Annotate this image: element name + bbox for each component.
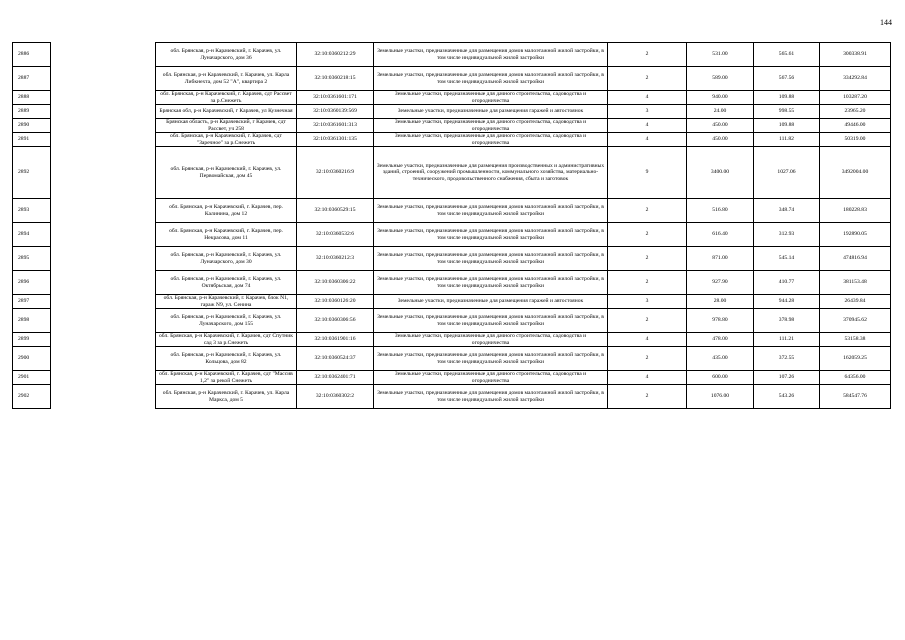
row-number-cell: 2895 xyxy=(13,247,51,271)
row-number-cell: 2888 xyxy=(13,91,51,105)
row-number-cell: 2899 xyxy=(13,333,51,347)
table-row xyxy=(13,105,891,119)
land-category-cell: Земельные участки, предназначенные для размещения производственных и административных зданий, строений, сооружений промышленности, коммунального хозяйства, материально-технического, продовольственного снабжения, сбыта и заготовок xyxy=(374,147,608,199)
land-category-cell: Земельные участки, предназначенные для дачного строительства, садоводства и огородничества xyxy=(374,371,608,385)
cadastral-number-cell: 32:10:0360532:6 xyxy=(297,223,374,247)
cadastral-number-cell: 32:10:0360529:15 xyxy=(297,199,374,223)
table-row xyxy=(13,271,891,295)
table-row xyxy=(13,309,891,333)
spacer-cell xyxy=(51,91,156,105)
row-number-cell: 2886 xyxy=(13,43,51,67)
group-code-cell: 4 xyxy=(608,333,687,347)
spacer-cell xyxy=(51,199,156,223)
area-cell: 28.00 xyxy=(687,295,754,309)
group-code-cell: 4 xyxy=(608,133,687,147)
group-code-cell: 4 xyxy=(608,371,687,385)
cadastral-number-cell: 32:10:0360306:56 xyxy=(297,309,374,333)
area-cell: 978.80 xyxy=(687,309,754,333)
cadastral-value-cell: 381153.48 xyxy=(820,271,891,295)
row-number-cell: 2891 xyxy=(13,133,51,147)
land-category-cell: Земельные участки, предназначенные для дачного строительства, садоводства и огородничества xyxy=(374,133,608,147)
area-cell: 531.00 xyxy=(687,43,754,67)
group-code-cell: 4 xyxy=(608,91,687,105)
land-category-cell: Земельные участки, предназначенные для размещения домов малоэтажной жилой застройки, в том числе индивидуальной жилой застройки xyxy=(374,347,608,371)
cadastral-value-cell: 584547.76 xyxy=(820,385,891,409)
spacer-cell xyxy=(51,133,156,147)
table-row xyxy=(13,199,891,223)
cadastral-value-cell: 103287.20 xyxy=(820,91,891,105)
spacer-cell xyxy=(51,309,156,333)
specific-value-cell: 998.55 xyxy=(754,105,820,119)
specific-value-cell: 109.88 xyxy=(754,91,820,105)
address-cell: обл. Брянская, р-н Карачевский, г. Карачев, ул. Кольцова, дом 82 xyxy=(156,347,297,371)
land-category-cell: Земельные участки, предназначенные для размещения домов малоэтажной жилой застройки, в том числе индивидуальной жилой застройки xyxy=(374,223,608,247)
land-category-cell: Земельные участки, предназначенные для размещения домов малоэтажной жилой застройки, в том числе индивидуальной жилой застройки xyxy=(374,271,608,295)
group-code-cell: 2 xyxy=(608,43,687,67)
specific-value-cell: 348.74 xyxy=(754,199,820,223)
row-number-cell: 2892 xyxy=(13,147,51,199)
land-category-cell: Земельные участки, предназначенные для размещения гаражей и автостоянок xyxy=(374,105,608,119)
cadastral-value-cell: 300338.91 xyxy=(820,43,891,67)
area-cell: 450.00 xyxy=(687,133,754,147)
area-cell: 478.00 xyxy=(687,333,754,347)
table-row xyxy=(13,43,891,67)
specific-value-cell: 543.26 xyxy=(754,385,820,409)
area-cell: 940.00 xyxy=(687,91,754,105)
group-code-cell: 3 xyxy=(608,295,687,309)
row-number-cell: 2897 xyxy=(13,295,51,309)
cadastral-number-cell: 32:10:0361601:313 xyxy=(297,119,374,133)
spacer-cell xyxy=(51,295,156,309)
cadastral-value-cell: 49446.00 xyxy=(820,119,891,133)
table-row xyxy=(13,67,891,91)
area-cell: 516.80 xyxy=(687,199,754,223)
cadastral-value-cell: 26439.84 xyxy=(820,295,891,309)
address-cell: обл. Брянская, р-н Карачевский, г. Карачев, ул. Карла Маркса, дом 5 xyxy=(156,385,297,409)
area-cell: 927.90 xyxy=(687,271,754,295)
specific-value-cell: 944.28 xyxy=(754,295,820,309)
cadastral-value-table xyxy=(12,42,891,409)
address-cell: обл. Брянская, р-н Карачевский, г. Карачев, пер. Калинина, дом 12 xyxy=(156,199,297,223)
specific-value-cell: 410.77 xyxy=(754,271,820,295)
specific-value-cell: 545.14 xyxy=(754,247,820,271)
spacer-cell xyxy=(51,271,156,295)
table-row xyxy=(13,371,891,385)
table-body xyxy=(13,43,891,409)
group-code-cell: 2 xyxy=(608,199,687,223)
page-number: 144 xyxy=(880,18,892,27)
group-code-cell: 3 xyxy=(608,105,687,119)
specific-value-cell: 111.21 xyxy=(754,333,820,347)
group-code-cell: 2 xyxy=(608,347,687,371)
land-category-cell: Земельные участки, предназначенные для размещения домов малоэтажной жилой застройки, в том числе индивидуальной жилой застройки xyxy=(374,309,608,333)
cadastral-number-cell: 32:10:0361601:171 xyxy=(297,91,374,105)
specific-value-cell: 378.98 xyxy=(754,309,820,333)
table-row xyxy=(13,133,891,147)
spacer-cell xyxy=(51,385,156,409)
row-number-cell: 2898 xyxy=(13,309,51,333)
cadastral-value-cell: 370945.62 xyxy=(820,309,891,333)
row-number-cell: 2894 xyxy=(13,223,51,247)
specific-value-cell: 107.26 xyxy=(754,371,820,385)
spacer-cell xyxy=(51,119,156,133)
cadastral-number-cell: 32:10:0360139:569 xyxy=(297,105,374,119)
land-category-cell: Земельные участки, предназначенные для дачного строительства, садоводства и огородничества xyxy=(374,91,608,105)
table-row xyxy=(13,91,891,105)
address-cell: обл. Брянская, р-н Карачевский, г. Карачев, сдт "Массив 1,2" за рекой Снежеть xyxy=(156,371,297,385)
area-cell: 1076.00 xyxy=(687,385,754,409)
spacer-cell xyxy=(51,247,156,271)
cadastral-number-cell: 32:10:0361901:16 xyxy=(297,333,374,347)
specific-value-cell: 312.93 xyxy=(754,223,820,247)
land-category-cell: Земельные участки, предназначенные для размещения домов малоэтажной жилой застройки, в том числе индивидуальной жилой застройки xyxy=(374,247,608,271)
cadastral-number-cell: 32:10:0360302:2 xyxy=(297,385,374,409)
address-cell: обл. Брянская, р-н Карачевский, г. Карачев, ул. Луначарского, дом 30 xyxy=(156,247,297,271)
address-cell: обл. Брянская, р-н Карачевский, г. Карачев, ул. Карла Либкнехта, дом 52 "А", квартира 2 xyxy=(156,67,297,91)
specific-value-cell: 111.82 xyxy=(754,133,820,147)
cadastral-number-cell: 32:10:0360524:37 xyxy=(297,347,374,371)
table-row xyxy=(13,295,891,309)
group-code-cell: 2 xyxy=(608,385,687,409)
address-cell: обл. Брянская, р-н Карачевский, г. Карачев, ул. Луначарского, дом 36 xyxy=(156,43,297,67)
address-cell: обл. Брянская, р-н Карачевский, г. Карачев, сдт "Заречное" за р.Снежеть xyxy=(156,133,297,147)
area-cell: 600.00 xyxy=(687,371,754,385)
cadastral-number-cell: 32:10:0362401:71 xyxy=(297,371,374,385)
land-category-cell: Земельные участки, предназначенные для размещения домов малоэтажной жилой застройки, в том числе индивидуальной жилой застройки xyxy=(374,67,608,91)
spacer-cell xyxy=(51,333,156,347)
spacer-cell xyxy=(51,371,156,385)
specific-value-cell: 567.56 xyxy=(754,67,820,91)
specific-value-cell: 109.88 xyxy=(754,119,820,133)
spacer-cell xyxy=(51,43,156,67)
area-cell: 589.00 xyxy=(687,67,754,91)
cadastral-value-cell: 474816.94 xyxy=(820,247,891,271)
area-cell: 616.40 xyxy=(687,223,754,247)
group-code-cell: 2 xyxy=(608,67,687,91)
cadastral-number-cell: 32:10:0360216:9 xyxy=(297,147,374,199)
cadastral-number-cell: 32:10:0360212:3 xyxy=(297,247,374,271)
row-number-cell: 2887 xyxy=(13,67,51,91)
row-number-cell: 2896 xyxy=(13,271,51,295)
group-code-cell: 4 xyxy=(608,119,687,133)
land-category-cell: Земельные участки, предназначенные для размещения домов малоэтажной жилой застройки, в том числе индивидуальной жилой застройки xyxy=(374,43,608,67)
spacer-cell xyxy=(51,105,156,119)
area-cell: 871.00 xyxy=(687,247,754,271)
area-cell: 450.00 xyxy=(687,119,754,133)
table-row xyxy=(13,347,891,371)
address-cell: обл. Брянская, р-н Карачевский, г. Карачев, блок N1, гараж N9, ул. Сенина xyxy=(156,295,297,309)
table-row xyxy=(13,247,891,271)
land-category-cell: Земельные участки, предназначенные для размещения домов малоэтажной жилой застройки, в том числе индивидуальной жилой застройки xyxy=(374,199,608,223)
address-cell: обл. Брянская, р-н Карачевский, г. Карачев, пер. Некрасова, дом 11 xyxy=(156,223,297,247)
cadastral-number-cell: 32:10:0360212:29 xyxy=(297,43,374,67)
cadastral-value-cell: 180228.83 xyxy=(820,199,891,223)
cadastral-value-cell: 3492004.00 xyxy=(820,147,891,199)
address-cell: обл. Брянская, р-н Карачевский, г. Карачев, сдт Рассвет за р.Снежеть xyxy=(156,91,297,105)
cadastral-value-cell: 192890.05 xyxy=(820,223,891,247)
spacer-cell xyxy=(51,67,156,91)
row-number-cell: 2889 xyxy=(13,105,51,119)
group-code-cell: 2 xyxy=(608,247,687,271)
cadastral-number-cell: 32:10:0360126:20 xyxy=(297,295,374,309)
specific-value-cell: 1027.06 xyxy=(754,147,820,199)
table-row xyxy=(13,333,891,347)
address-cell: обл. Брянская, р-н Карачевский, г. Карачев, ул. Октябрьская, дом 74 xyxy=(156,271,297,295)
row-number-cell: 2893 xyxy=(13,199,51,223)
address-cell: обл. Брянская, р-н Карачевский, г. Карачев, сдт Спутник сад 3 за р.Снежеть xyxy=(156,333,297,347)
table-row xyxy=(13,119,891,133)
spacer-cell xyxy=(51,147,156,199)
spacer-cell xyxy=(51,347,156,371)
address-cell: обл. Брянская, р-н Карачевский, г. Карачев, ул. Первомайская, дом 45 xyxy=(156,147,297,199)
area-cell: 435.00 xyxy=(687,347,754,371)
land-category-cell: Земельные участки, предназначенные для дачного строительства, садоводства и огородничества xyxy=(374,119,608,133)
land-category-cell: Земельные участки, предназначенные для размещения домов малоэтажной жилой застройки, в том числе индивидуальной жилой застройки xyxy=(374,385,608,409)
group-code-cell: 2 xyxy=(608,309,687,333)
group-code-cell: 2 xyxy=(608,223,687,247)
land-category-cell: Земельные участки, предназначенные для дачного строительства, садоводства и огородничества xyxy=(374,333,608,347)
spacer-cell xyxy=(51,223,156,247)
cadastral-value-cell: 64356.00 xyxy=(820,371,891,385)
area-cell: 24.00 xyxy=(687,105,754,119)
cadastral-value-cell: 50319.00 xyxy=(820,133,891,147)
address-cell: обл. Брянская, р-н Карачевский, г. Карачев, ул. Луначарского, дом 155 xyxy=(156,309,297,333)
group-code-cell: 2 xyxy=(608,271,687,295)
address-cell: Брянская область, р-н Карачевский, г Карачев, сдт Рассвет, уч 258 xyxy=(156,119,297,133)
cadastral-number-cell: 32:10:0360218:15 xyxy=(297,67,374,91)
cadastral-value-cell: 23965.20 xyxy=(820,105,891,119)
table-row xyxy=(13,385,891,409)
cadastral-number-cell: 32:10:0361301:135 xyxy=(297,133,374,147)
address-cell: Брянская обл, р-н Карачевский, г Карачев, ул Кузнечная xyxy=(156,105,297,119)
cadastral-number-cell: 32:10:0360306:22 xyxy=(297,271,374,295)
group-code-cell: 9 xyxy=(608,147,687,199)
cadastral-value-cell: 162059.25 xyxy=(820,347,891,371)
land-category-cell: Земельные участки, предназначенные для размещения гаражей и автостоянок xyxy=(374,295,608,309)
cadastral-value-cell: 53158.38 xyxy=(820,333,891,347)
area-cell: 3400.00 xyxy=(687,147,754,199)
specific-value-cell: 565.61 xyxy=(754,43,820,67)
specific-value-cell: 372.55 xyxy=(754,347,820,371)
cadastral-value-cell: 334292.84 xyxy=(820,67,891,91)
row-number-cell: 2890 xyxy=(13,119,51,133)
table-row xyxy=(13,147,891,199)
table-row xyxy=(13,223,891,247)
row-number-cell: 2901 xyxy=(13,371,51,385)
row-number-cell: 2902 xyxy=(13,385,51,409)
row-number-cell: 2900 xyxy=(13,347,51,371)
